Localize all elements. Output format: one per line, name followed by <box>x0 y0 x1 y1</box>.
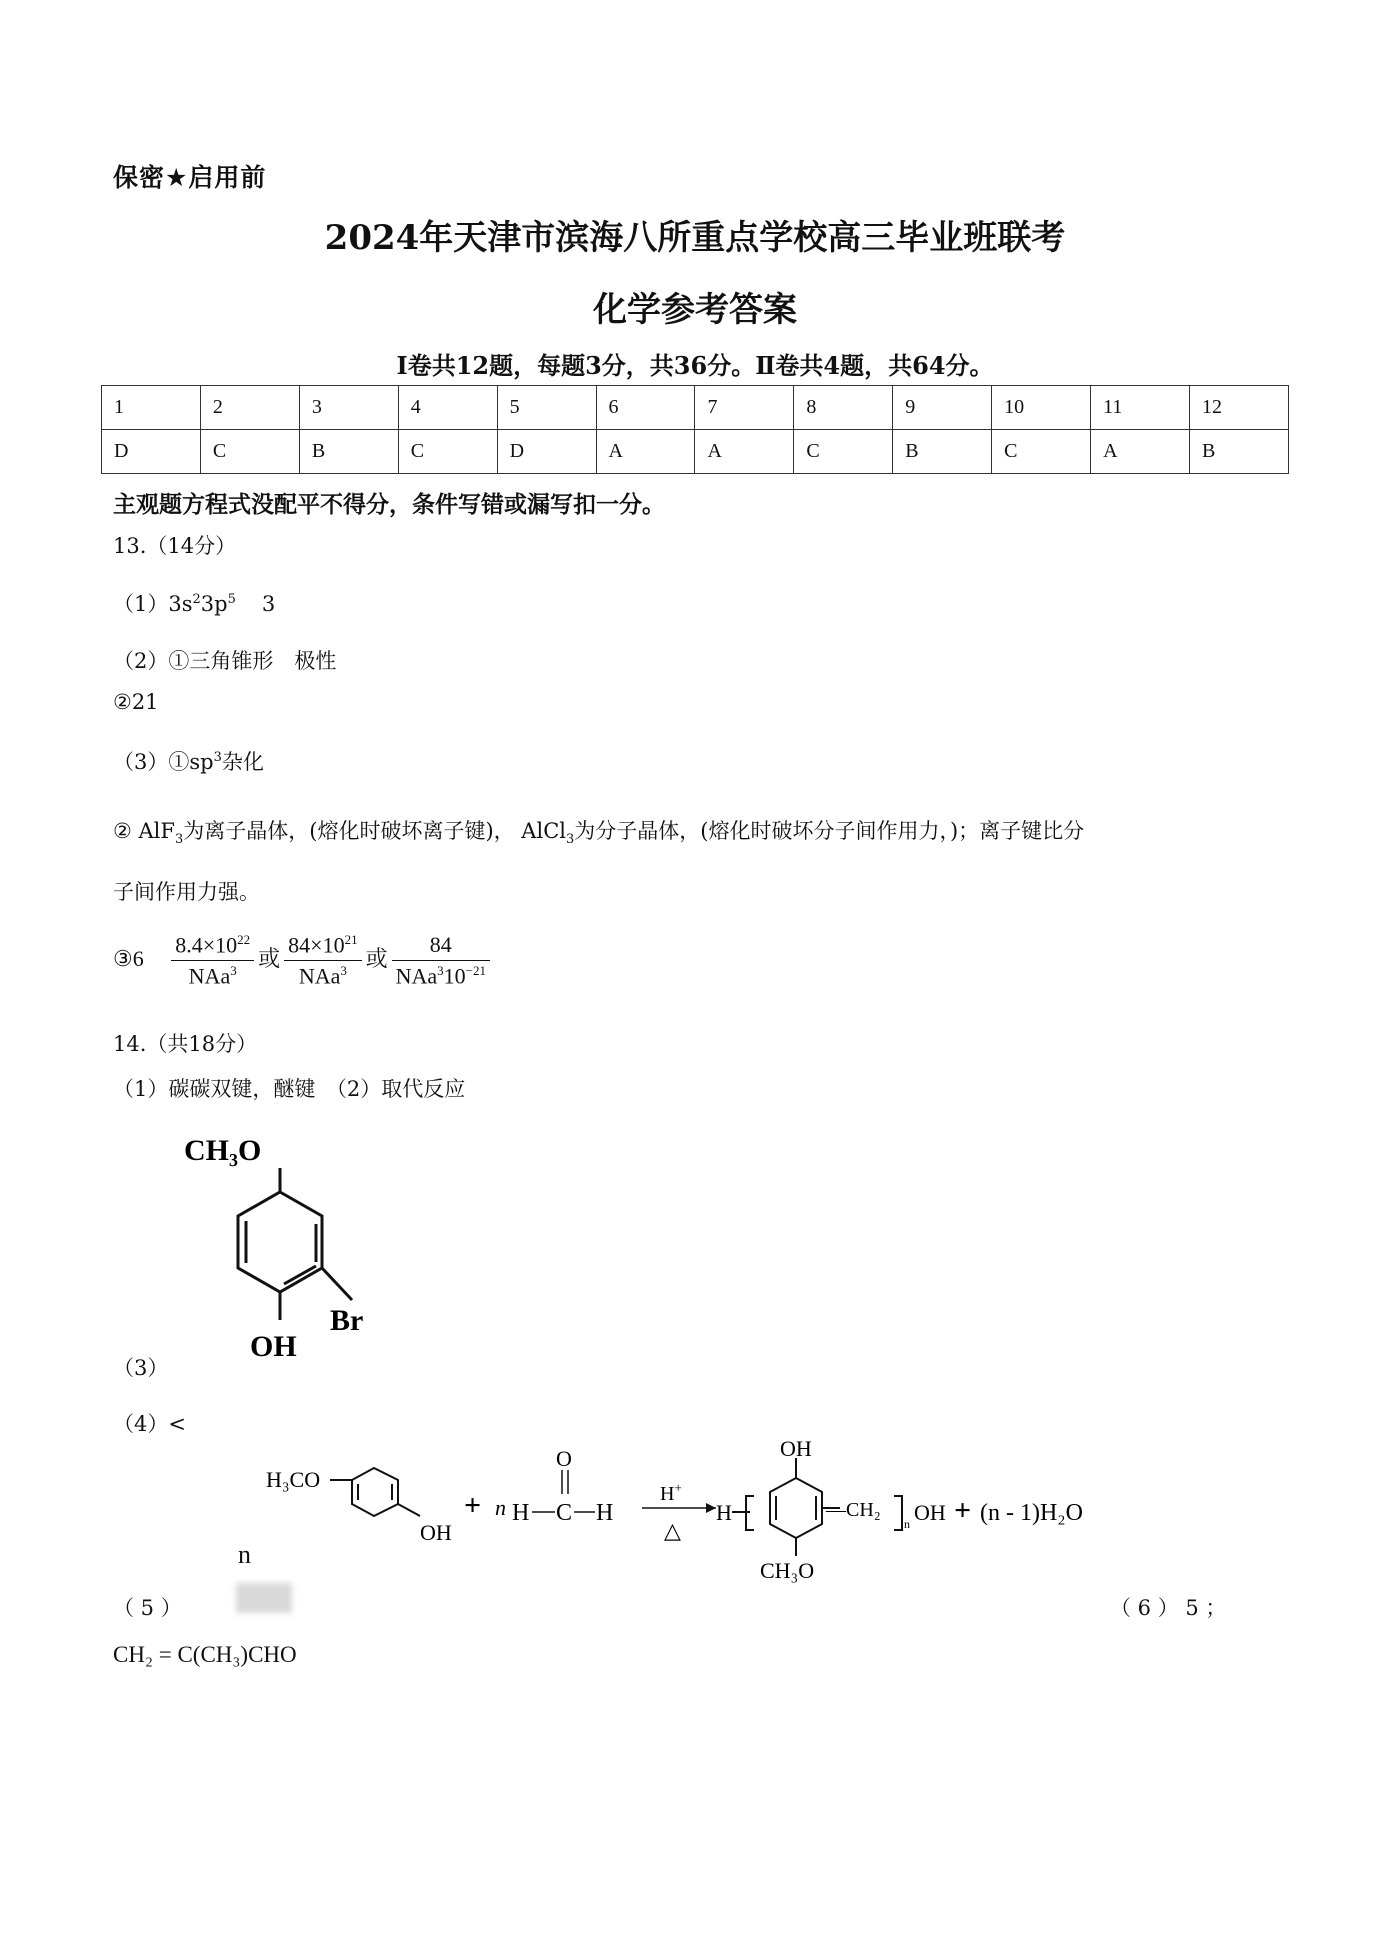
scoring-info: Ⅰ卷共12题，每题3分，共36分。Ⅱ卷共4题，共64分。 <box>396 351 994 380</box>
question-number: 5 <box>497 386 596 430</box>
n-coefficient-left: n <box>238 1540 251 1569</box>
n-coefficient: n <box>495 1495 506 1520</box>
page-subtitle: 化学参考答案 <box>593 290 797 330</box>
answer-choice: A <box>596 430 695 474</box>
product-n: n <box>904 1517 910 1531</box>
q14-product-formula: CH₂ = C(CH₃)CHO <box>113 1642 297 1667</box>
question-number: 8 <box>794 386 893 430</box>
question-number: 3 <box>299 386 398 430</box>
plus-sign: + <box>464 1489 482 1522</box>
formaldehyde-o: O <box>556 1446 572 1471</box>
answer-choice: C <box>992 430 1091 474</box>
product-h: H <box>716 1500 732 1525</box>
page-title: 2024年天津市滨海八所重点学校高三毕业班联考 <box>324 218 1066 258</box>
grading-note: 主观题方程式没配平不得分，条件写错或漏写扣一分。 <box>113 492 665 518</box>
density-fraction-1: $\frac{8.4\times 10^{22}}{NAa^3}$ <box>171 932 254 990</box>
answer-choice: B <box>893 430 992 474</box>
formaldehyde-c: C <box>556 1500 573 1526</box>
product-hydroxyl-end: OH <box>914 1500 946 1525</box>
bromo-label: Br <box>330 1304 364 1337</box>
question-number: 4 <box>398 386 497 430</box>
q14-part4: （4）< <box>113 1412 186 1436</box>
answer-table <box>101 385 1289 474</box>
answer-choice: C <box>200 430 299 474</box>
q13-heading: 13.（14分） <box>113 534 237 558</box>
q14-heading: 14.（共18分） <box>113 1032 258 1056</box>
answer-choice: A <box>695 430 794 474</box>
answer-choices-row <box>102 430 1289 474</box>
q14-part1-2: （1）碳碳双键，醚键 （2）取代反应 <box>113 1077 466 1101</box>
answer-choice: C <box>794 430 893 474</box>
formaldehyde-h-left: H <box>512 1500 530 1526</box>
question-number: 2 <box>200 386 299 430</box>
product-methoxy: CH₃O <box>760 1558 815 1583</box>
blurred-region <box>236 1583 292 1613</box>
answer-choice: C <box>398 430 497 474</box>
product-hydroxyl-top: OH <box>780 1440 812 1461</box>
question-number: 11 <box>1091 386 1190 430</box>
hydroxyl-label: OH <box>250 1330 297 1363</box>
question-number: 6 <box>596 386 695 430</box>
question-number: 9 <box>893 386 992 430</box>
answer-choice: A <box>1091 430 1190 474</box>
q14-part6: （ 6 ） 5 ； <box>1110 1596 1227 1620</box>
answer-choice: B <box>1189 430 1288 474</box>
question-number: 10 <box>992 386 1091 430</box>
answer-numbers-row <box>102 386 1289 430</box>
bromo-methoxyphenol-structure <box>170 1120 430 1380</box>
plus-sign-2: + <box>954 1494 972 1527</box>
answer-choice: B <box>299 430 398 474</box>
q14-part3: （3） <box>113 1356 169 1380</box>
water-term: (n - 1)H₂O <box>980 1500 1084 1526</box>
q13-part3b: ② AlF$_3$为离子晶体，(熔化时破坏离子键)， AlCl$_3$为分子晶体，(熔化时破坏分子间作用力，)；离子键比分 <box>113 819 1085 848</box>
catalyst-label: H+ <box>660 1480 682 1505</box>
q13-part2: （2）①三角锥形 极性 <box>113 649 337 673</box>
q13-part3: $(3)①sp^3$杂化 <box>113 750 264 774</box>
q14-part5: （ 5 ） <box>113 1596 182 1620</box>
heat-symbol: △ <box>664 1518 681 1543</box>
question-number: 7 <box>695 386 794 430</box>
density-fraction-2: $\frac{84\times 10^{21}}{NAa^3}$ <box>284 932 361 990</box>
question-number: 1 <box>102 386 201 430</box>
formaldehyde-h-right: H <box>596 1500 614 1526</box>
q13-part2b: ②21 <box>113 690 159 714</box>
polymerization-reaction <box>250 1440 1130 1620</box>
q13-part1: $(1)3s^23p^5$ 3 <box>113 592 276 616</box>
reactant-hydroxyl-label: OH <box>420 1520 452 1545</box>
answer-choice: D <box>102 430 201 474</box>
answer-choice: D <box>497 430 596 474</box>
q13-part3c: ③6 $\frac{8.4\times 10^{22}}{NAa^3}$ 或 $\frac{84\times 10^{21}}{NAa^3}$ 或 $\frac{84}{NAa^310^{-21}}$ <box>113 932 494 990</box>
product-ch2: —CH₂ <box>826 1499 881 1521</box>
methoxy-label: CH₃O <box>184 1134 262 1167</box>
question-number: 12 <box>1189 386 1288 430</box>
reactant-methoxy-label: H₃CO <box>266 1467 321 1492</box>
density-fraction-3: $\frac{84}{NAa^310^{-21}}$ <box>392 932 490 989</box>
q13-part3b-cont: 子间作用力强。 <box>113 880 260 904</box>
confidential-mark: 保密★启用前 <box>113 163 267 192</box>
